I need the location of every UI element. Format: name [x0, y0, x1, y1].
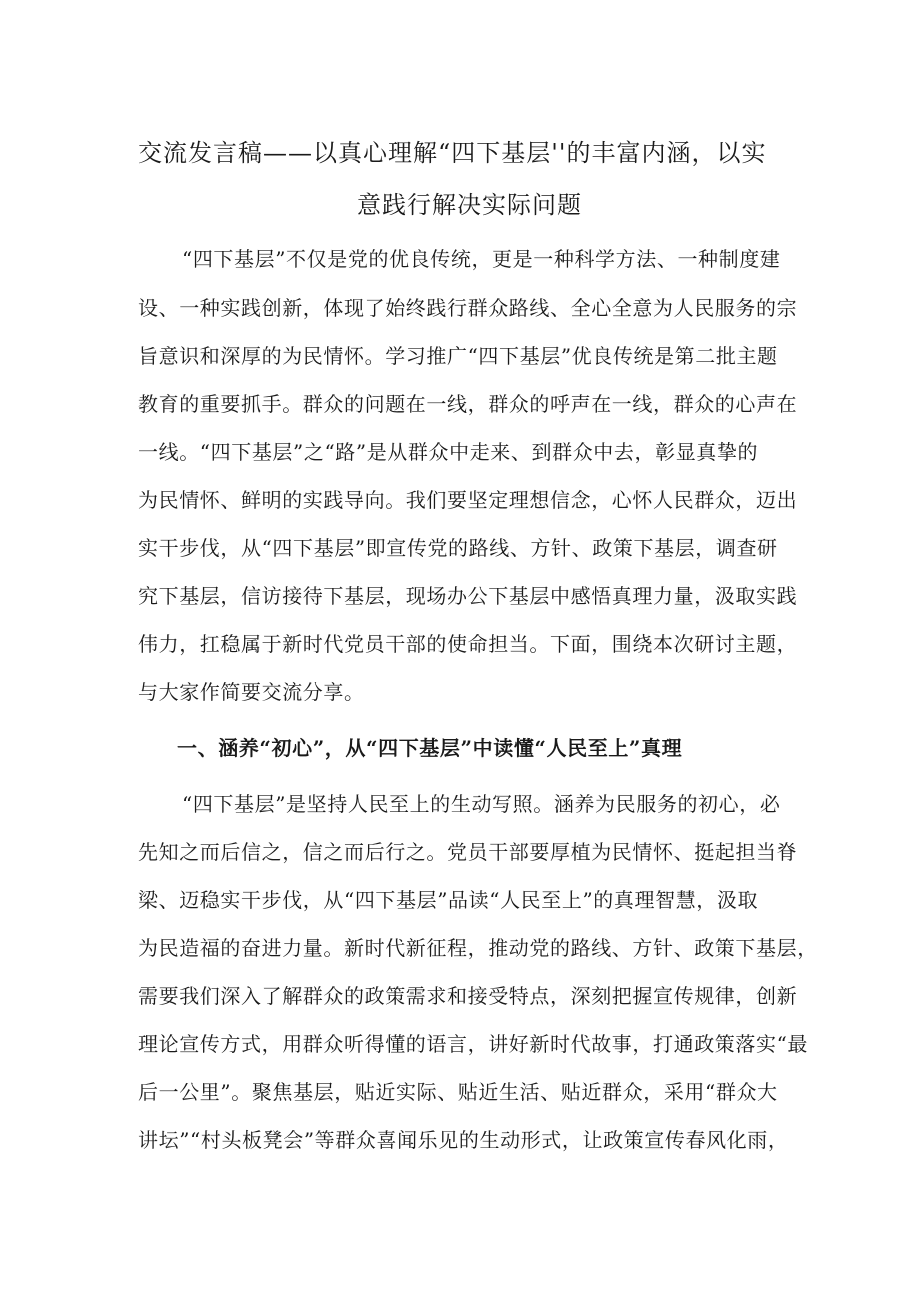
section-1-line-8: 讲坛”“村头板凳会”等群众喜闻乐见的生动形式，让政策宣传春风化雨，: [138, 1128, 789, 1152]
section-1-line-2: 先知之而后信之，信之而后行之。党员干部要厚植为民情怀、挺起担当脊: [138, 840, 798, 864]
intro-line-2: 设、一种实践创新，体现了始终践行群众路线、全心全意为人民服务的宗: [138, 296, 798, 320]
section-1-line-3: 梁、迈稳实干步伐，从“四下基层”品读“人民至上”的真理智慧，汲取: [138, 888, 759, 912]
section-1-line-1: “四下基层”是坚持人民至上的生动写照。涵养为民服务的初心，必: [182, 792, 781, 816]
document-title-line-2: 意践行解决实际问题: [357, 191, 582, 219]
section-1-line-7: 后一公里”。聚焦基层，贴近实际、贴近生活、贴近群众，采用“群众大: [138, 1080, 778, 1104]
intro-line-10: 与大家作简要交流分享。: [138, 680, 365, 704]
intro-line-4: 教育的重要抓手。群众的问题在一线，群众的呼声在一线，群众的心声在: [138, 392, 798, 416]
intro-line-1: “四下基层”不仅是党的优良传统，更是一种科学方法、一种制度建: [182, 247, 781, 271]
section-1-line-4: 为民造福的奋进力量。新时代新征程，推动党的路线、方针、政策下基层，: [138, 936, 818, 960]
intro-line-9: 伟力，扛稳属于新时代党员干部的使命担当。下面，围绕本次研讨主题，: [138, 632, 798, 656]
intro-line-5: 一线。“四下基层”之“路”是从群众中走来、到群众中去，彰显真挚的: [138, 440, 759, 464]
section-1-line-6: 理论宣传方式，用群众听得懂的语言，讲好新时代故事，打通政策落实“最: [138, 1032, 809, 1056]
intro-line-3: 旨意识和深厚的为民情怀。学习推广“四下基层”优良传统是第二批主题: [138, 344, 778, 368]
document-title-line-1: 交流发言稿——以真心理解“四下基层''的丰富内涵，以实: [138, 139, 767, 167]
intro-line-8: 究下基层，信访接待下基层，现场办公下基层中感悟真理力量，汲取实践: [138, 584, 798, 608]
intro-line-7: 实干步伐，从“四下基层”即宣传党的路线、方针、政策下基层，调查研: [138, 536, 778, 560]
section-1-heading: 一、涵养“初心”，从“四下基层”中读懂“人民至上”真理: [177, 736, 683, 760]
intro-line-6: 为民情怀、鲜明的实践导向。我们要坚定理想信念，心怀人民群众，迈出: [138, 488, 798, 512]
section-1-line-5: 需要我们深入了解群众的政策需求和接受特点，深刻把握宣传规律，创新: [138, 984, 798, 1008]
